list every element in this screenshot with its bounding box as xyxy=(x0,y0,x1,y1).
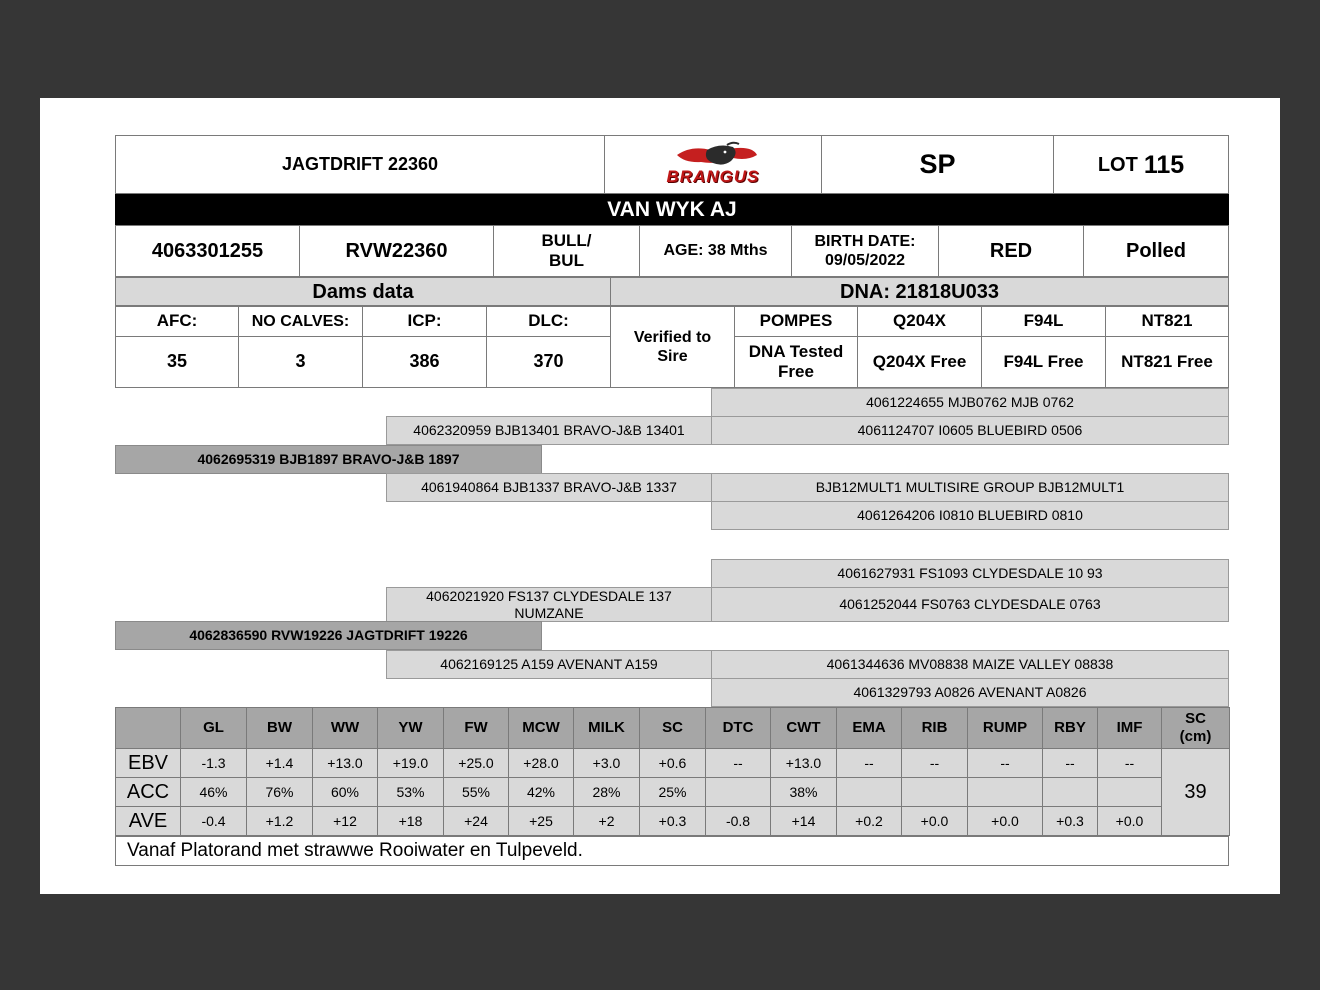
ebv-header-bw: BW xyxy=(246,707,313,749)
ebv-cell-ebv-rib: -- xyxy=(901,748,968,778)
ebv-cell-ebv-sc: +0.6 xyxy=(639,748,706,778)
ebv-cell-ebv-ww: +13.0 xyxy=(312,748,378,778)
ebv-cell-acc-yw: 53% xyxy=(377,777,444,807)
ebv-cell-acc-gl: 46% xyxy=(180,777,247,807)
dams-value-afc: 35 xyxy=(115,336,239,388)
dna-result-f94l: F94L Free xyxy=(981,336,1106,388)
dna-result-nt821: NT821 Free xyxy=(1105,336,1229,388)
ebv-cell-ave-gl: -0.4 xyxy=(180,806,247,836)
ebv-cell-ebv-bw: +1.4 xyxy=(246,748,313,778)
dna-test-pompes: POMPES xyxy=(734,306,858,337)
ebv-header-fw: FW xyxy=(443,707,509,749)
lot-card xyxy=(40,98,1280,894)
ebv-cell-acc-cwt: 38% xyxy=(770,777,837,807)
sc-value: 39 xyxy=(1161,748,1230,836)
ebv-cell-acc-rib xyxy=(901,777,968,807)
ebv-cell-ebv-fw: +25.0 xyxy=(443,748,509,778)
dams-label-icp: ICP: xyxy=(362,306,487,337)
pedigree-sd-dam: 4061264206 I0810 BLUEBIRD 0810 xyxy=(711,501,1229,530)
ebv-header-rby: RBY xyxy=(1042,707,1098,749)
ebv-cell-ave-bw: +1.2 xyxy=(246,806,313,836)
ebv-cell-ave-rby: +0.3 xyxy=(1042,806,1098,836)
sex-en: BULL/ xyxy=(541,230,592,250)
lot-value: 115 xyxy=(1143,150,1185,179)
pedigree-ds-sire: 4061627931 FS1093 CLYDESDALE 10 93 xyxy=(711,559,1229,588)
ebv-cell-ebv-milk: +3.0 xyxy=(573,748,640,778)
logo-text: BRANGUS xyxy=(666,167,760,187)
pedigree-ss-dam: 4061124707 I0605 BLUEBIRD 0506 xyxy=(711,416,1229,445)
dams-value-dlc: 370 xyxy=(486,336,611,388)
ebv-cell-ave-rump: +0.0 xyxy=(967,806,1043,836)
dams-value-calves: 3 xyxy=(238,336,363,388)
dna-result-q204x: Q204X Free xyxy=(857,336,982,388)
animal-age: AGE: 38 Mths xyxy=(639,225,792,277)
lot-note: Vanaf Platorand met strawwe Rooiwater en Tulpeveld. xyxy=(115,836,1229,866)
ebv-header-sc: SC xyxy=(639,707,706,749)
ebv-cell-ave-fw: +24 xyxy=(443,806,509,836)
ebv-cell-ebv-imf: -- xyxy=(1097,748,1162,778)
pedigree-sire-sire: 4062320959 BJB13401 BRAVO-J&B 13401 xyxy=(386,416,712,445)
ebv-header-milk: MILK xyxy=(573,707,640,749)
ebv-cell-ebv-yw: +19.0 xyxy=(377,748,444,778)
ebv-cell-acc-rby xyxy=(1042,777,1098,807)
herd-name: JAGTDRIFT 22360 xyxy=(115,135,605,194)
pedigree-ss-sire: 4061224655 MJB0762 MJB 0762 xyxy=(711,388,1229,417)
pedigree-dam-dam: 4062169125 A159 AVENANT A159 xyxy=(386,650,712,679)
ebv-cell-acc-ema xyxy=(836,777,902,807)
dams-value-icp: 386 xyxy=(362,336,487,388)
lot-number xyxy=(1053,135,1229,194)
ebv-header-gl: GL xyxy=(180,707,247,749)
ebv-cell-acc-mcw: 42% xyxy=(508,777,574,807)
ebv-cell-acc-milk: 28% xyxy=(573,777,640,807)
ebv-header-ww: WW xyxy=(312,707,378,749)
ebv-header-dtc: DTC xyxy=(705,707,771,749)
pedigree-dd-sire: 4061344636 MV08838 MAIZE VALLEY 08838 xyxy=(711,650,1229,679)
ebv-cell-ave-milk: +2 xyxy=(573,806,640,836)
ebv-cell-ave-dtc: -0.8 xyxy=(705,806,771,836)
ebv-header-cwt: CWT xyxy=(770,707,837,749)
pedigree-dam: 4062836590 RVW19226 JAGTDRIFT 19226 xyxy=(115,621,542,650)
ebv-cell-ebv-rby: -- xyxy=(1042,748,1098,778)
sex-af: BUL xyxy=(549,251,584,270)
ebv-cell-acc-dtc xyxy=(705,777,771,807)
animal-sex xyxy=(493,225,640,277)
ebv-cell-ebv-rump: -- xyxy=(967,748,1043,778)
ebv-header-ema: EMA xyxy=(836,707,902,749)
ebv-cell-ave-mcw: +25 xyxy=(508,806,574,836)
pedigree-sire: 4062695319 BJB1897 BRAVO-J&B 1897 xyxy=(115,445,542,474)
animal-horn: Polled xyxy=(1083,225,1229,277)
pedigree-ds-dam: 4061252044 FS0763 CLYDESDALE 0763 xyxy=(711,587,1229,622)
dna-header: DNA: 21818U033 xyxy=(610,277,1229,306)
lot-label: LOT xyxy=(1097,153,1138,176)
pedigree-dd-dam: 4061329793 A0826 AVENANT A0826 xyxy=(711,678,1229,707)
ebv-header-rump: RUMP xyxy=(967,707,1043,749)
ebv-cell-ave-yw: +18 xyxy=(377,806,444,836)
brangus-logo xyxy=(604,135,822,194)
owner-bar: VAN WYK AJ xyxy=(115,194,1229,225)
ebv-cell-ave-imf: +0.0 xyxy=(1097,806,1162,836)
dams-label-dlc: DLC: xyxy=(486,306,611,337)
ebv-header-yw: YW xyxy=(377,707,444,749)
ebv-cell-acc-sc: 25% xyxy=(639,777,706,807)
ebv-row-label-ave: AVE xyxy=(115,806,181,836)
animal-reg: RVW22360 xyxy=(299,225,494,277)
ebv-row-label-ebv: EBV xyxy=(115,748,181,778)
dams-label-calves: NO CALVES: xyxy=(238,306,363,337)
ebv-header-blank xyxy=(115,707,181,749)
animal-id: 4063301255 xyxy=(115,225,300,277)
ebv-header-imf: IMF xyxy=(1097,707,1162,749)
dna-test-nt821: NT821 xyxy=(1105,306,1229,337)
ebv-cell-ebv-dtc: -- xyxy=(705,748,771,778)
birth-date xyxy=(791,225,939,277)
animal-color: RED xyxy=(938,225,1084,277)
pedigree-sd-sire: BJB12MULT1 MULTISIRE GROUP BJB12MULT1 xyxy=(711,473,1229,502)
birth-label: BIRTH DATE: xyxy=(814,232,916,250)
pedigree-sire-dam: 4061940864 BJB1337 BRAVO-J&B 1337 xyxy=(386,473,712,502)
ebv-cell-ebv-ema: -- xyxy=(836,748,902,778)
dna-test-f94l: F94L xyxy=(981,306,1106,337)
ebv-cell-ave-rib: +0.0 xyxy=(901,806,968,836)
dams-data-header: Dams data xyxy=(115,277,611,306)
ebv-cell-ave-cwt: +14 xyxy=(770,806,837,836)
dna-test-q204x: Q204X xyxy=(857,306,982,337)
ebv-cell-ave-ema: +0.2 xyxy=(836,806,902,836)
ebv-cell-ebv-gl: -1.3 xyxy=(180,748,247,778)
ebv-header-sc-cm: SC (cm) xyxy=(1161,707,1230,749)
ebv-cell-acc-rump xyxy=(967,777,1043,807)
ebv-row-label-acc: ACC xyxy=(115,777,181,807)
ebv-cell-acc-bw: 76% xyxy=(246,777,313,807)
ebv-cell-acc-fw: 55% xyxy=(443,777,509,807)
dams-label-afc: AFC: xyxy=(115,306,239,337)
ebv-cell-ave-ww: +12 xyxy=(312,806,378,836)
ebv-cell-acc-ww: 60% xyxy=(312,777,378,807)
code-sp: SP xyxy=(821,135,1054,194)
ebv-header-mcw: MCW xyxy=(508,707,574,749)
ebv-header-rib: RIB xyxy=(901,707,968,749)
ebv-cell-acc-imf xyxy=(1097,777,1162,807)
birth-value: 09/05/2022 xyxy=(824,252,906,269)
ebv-cell-ave-sc: +0.3 xyxy=(639,806,706,836)
dna-result-pompes: DNA Tested Free xyxy=(734,336,858,388)
ebv-cell-ebv-cwt: +13.0 xyxy=(770,748,837,778)
verified-to-sire: Verified to Sire xyxy=(610,306,735,388)
pedigree-dam-sire: 4062021920 FS137 CLYDESDALE 137 NUMZANE xyxy=(386,587,712,622)
ebv-cell-ebv-mcw: +28.0 xyxy=(508,748,574,778)
